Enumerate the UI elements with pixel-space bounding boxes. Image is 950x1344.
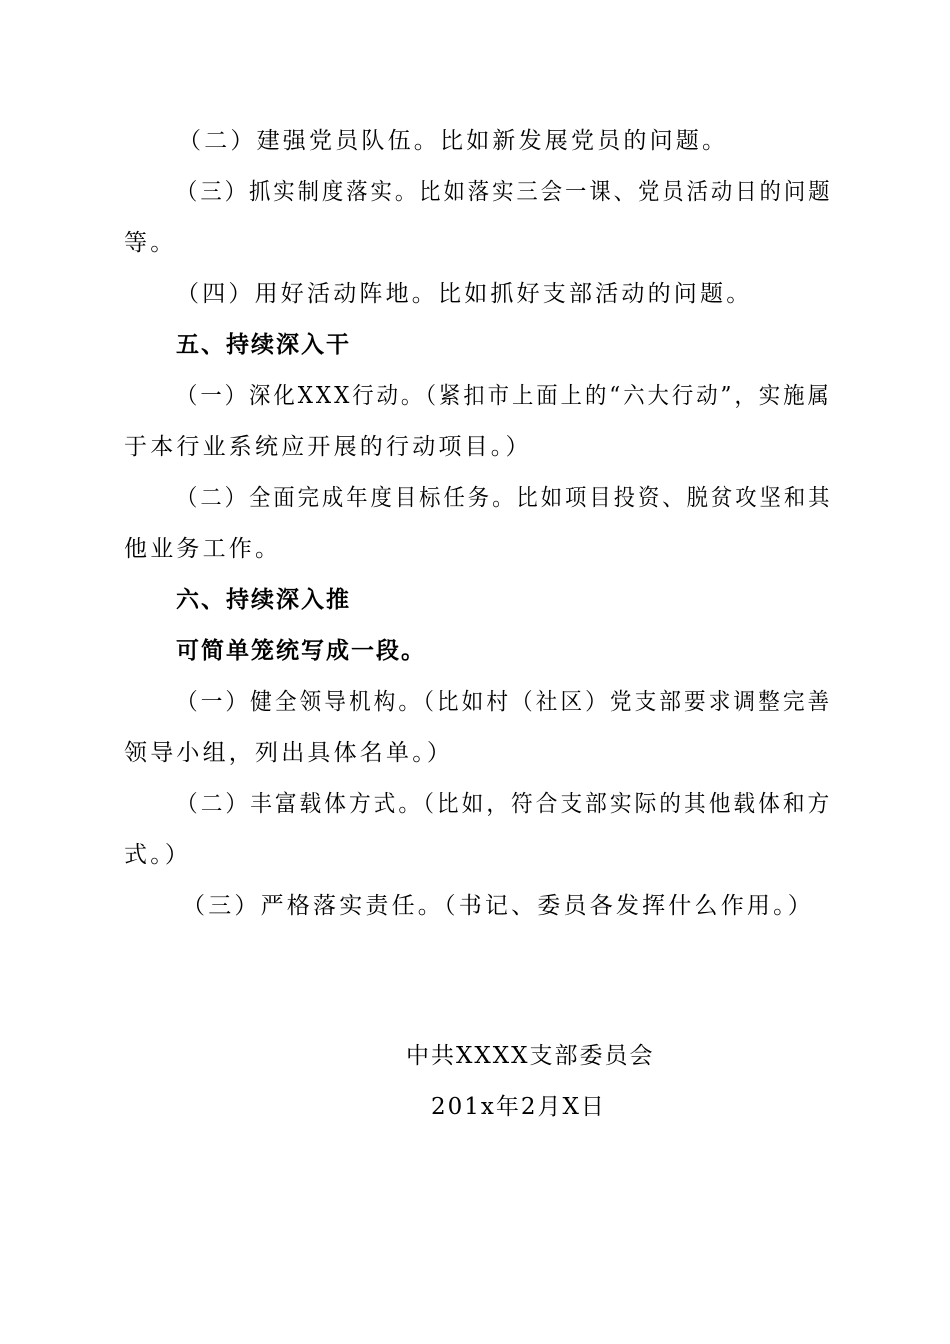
signature-org: 中共XXXX支部委员会 (406, 1043, 655, 1069)
section-heading-5: 五、持续深入干 (176, 332, 351, 358)
paragraph-6-2-cont: 式。） (124, 842, 192, 868)
paragraph-6-1-cont: 领导小组，列出具体名单。） (124, 740, 454, 766)
paragraph-2-2-cont: 等。 (124, 230, 177, 256)
paragraph-5-1: （一）深化XXX行动。（紧扣市上面上的“六大行动”，实施属 (176, 383, 832, 409)
section-heading-6: 六、持续深入推 (176, 587, 351, 613)
paragraph-2-2: （三）抓实制度落实。比如落实三会一课、党员活动日的问题 (176, 179, 833, 205)
paragraph-6-1: （一）健全领导机构。（比如村（社区）党支部要求调整完善 (176, 689, 833, 715)
paragraph-6-3: （三）严格落实责任。（书记、委员各发挥什么作用。） (182, 893, 814, 919)
paragraph-5-2: （二）全面完成年度目标任务。比如项目投资、脱贫攻坚和其 (176, 485, 833, 511)
paragraph-2-1: （二）建强党员队伍。比如新发展党员的问题。 (178, 128, 729, 154)
paragraph-5-1-cont: 于本行业系统应开展的行动项目。） (124, 434, 532, 460)
section-note: 可简单笼统写成一段。 (176, 638, 426, 664)
paragraph-6-2: （二）丰富载体方式。（比如，符合支部实际的其他载体和方 (176, 791, 833, 817)
signature-date: 201x年2月X日 (431, 1094, 606, 1120)
paragraph-5-2-cont: 他业务工作。 (124, 536, 282, 562)
paragraph-2-3: （四）用好活动阵地。比如抓好支部活动的问题。 (176, 281, 753, 307)
